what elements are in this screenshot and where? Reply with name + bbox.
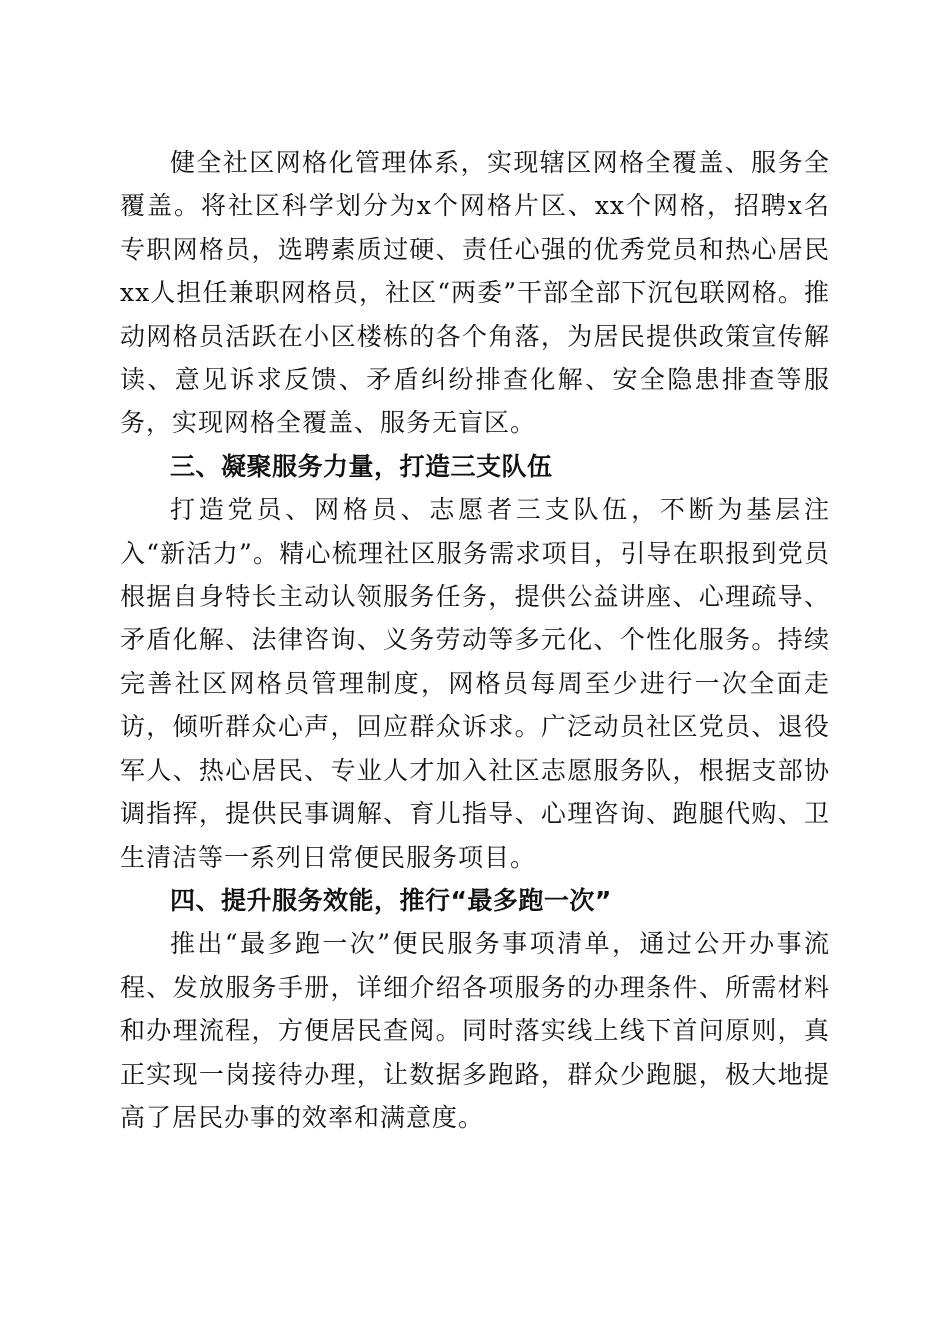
paragraph-run-once: 推出“最多跑一次”便民服务事项清单，通过公开办事流程、发放服务手册，详细介绍各项服务的办理条件、所需材料和办理流程，方便居民查阅。同时落实线上线下首问原则，真正实现一岗接待办理，让数据多跑路，群众少跑腿，极大地提高了居民办事的效率和满意度。 bbox=[120, 929, 830, 1132]
section-heading-three: 三、凝聚服务力量，打造三支队伍 bbox=[170, 451, 553, 481]
document-body bbox=[120, 141, 830, 1139]
section-heading-four: 四、提升服务效能，推行“最多跑一次” bbox=[170, 885, 612, 915]
paragraph-service-teams: 打造党员、网格员、志愿者三支队伍，不断为基层注入“新活力”。精心梳理社区服务需求项目，引导在职报到党员根据自身特长主动认领服务任务，提供公益讲座、心理疏导、矛盾化解、法律咨询、义务劳动等多元化、个性化服务。持续完善社区网格员管理制度，网格员每周至少进行一次全面走访，倾听群众心声，回应群众诉求。广泛动员社区党员、退役军人、热心居民、专业人才加入社区志愿服务队，根据支部协调指挥，提供民事调解、育儿指导、心理咨询、跑腿代购、卫生清洁等一系列日常便民服务项目。 bbox=[120, 495, 830, 872]
paragraph-grid-management: 健全社区网格化管理体系，实现辖区网格全覆盖、服务全覆盖。将社区科学划分为x个网格片区、xx个网格，招聘x名专职网格员，选聘素质过硬、责任心强的优秀党员和热心居民xx人担任兼职网格员，社区“两委”干部全部下沉包联网格。推动网格员活跃在小区楼栋的各个角落，为居民提供政策宣传解读、意见诉求反馈、矛盾纠纷排查化解、安全隐患排查等服务，实现网格全覆盖、服务无盲区。 bbox=[120, 148, 830, 438]
